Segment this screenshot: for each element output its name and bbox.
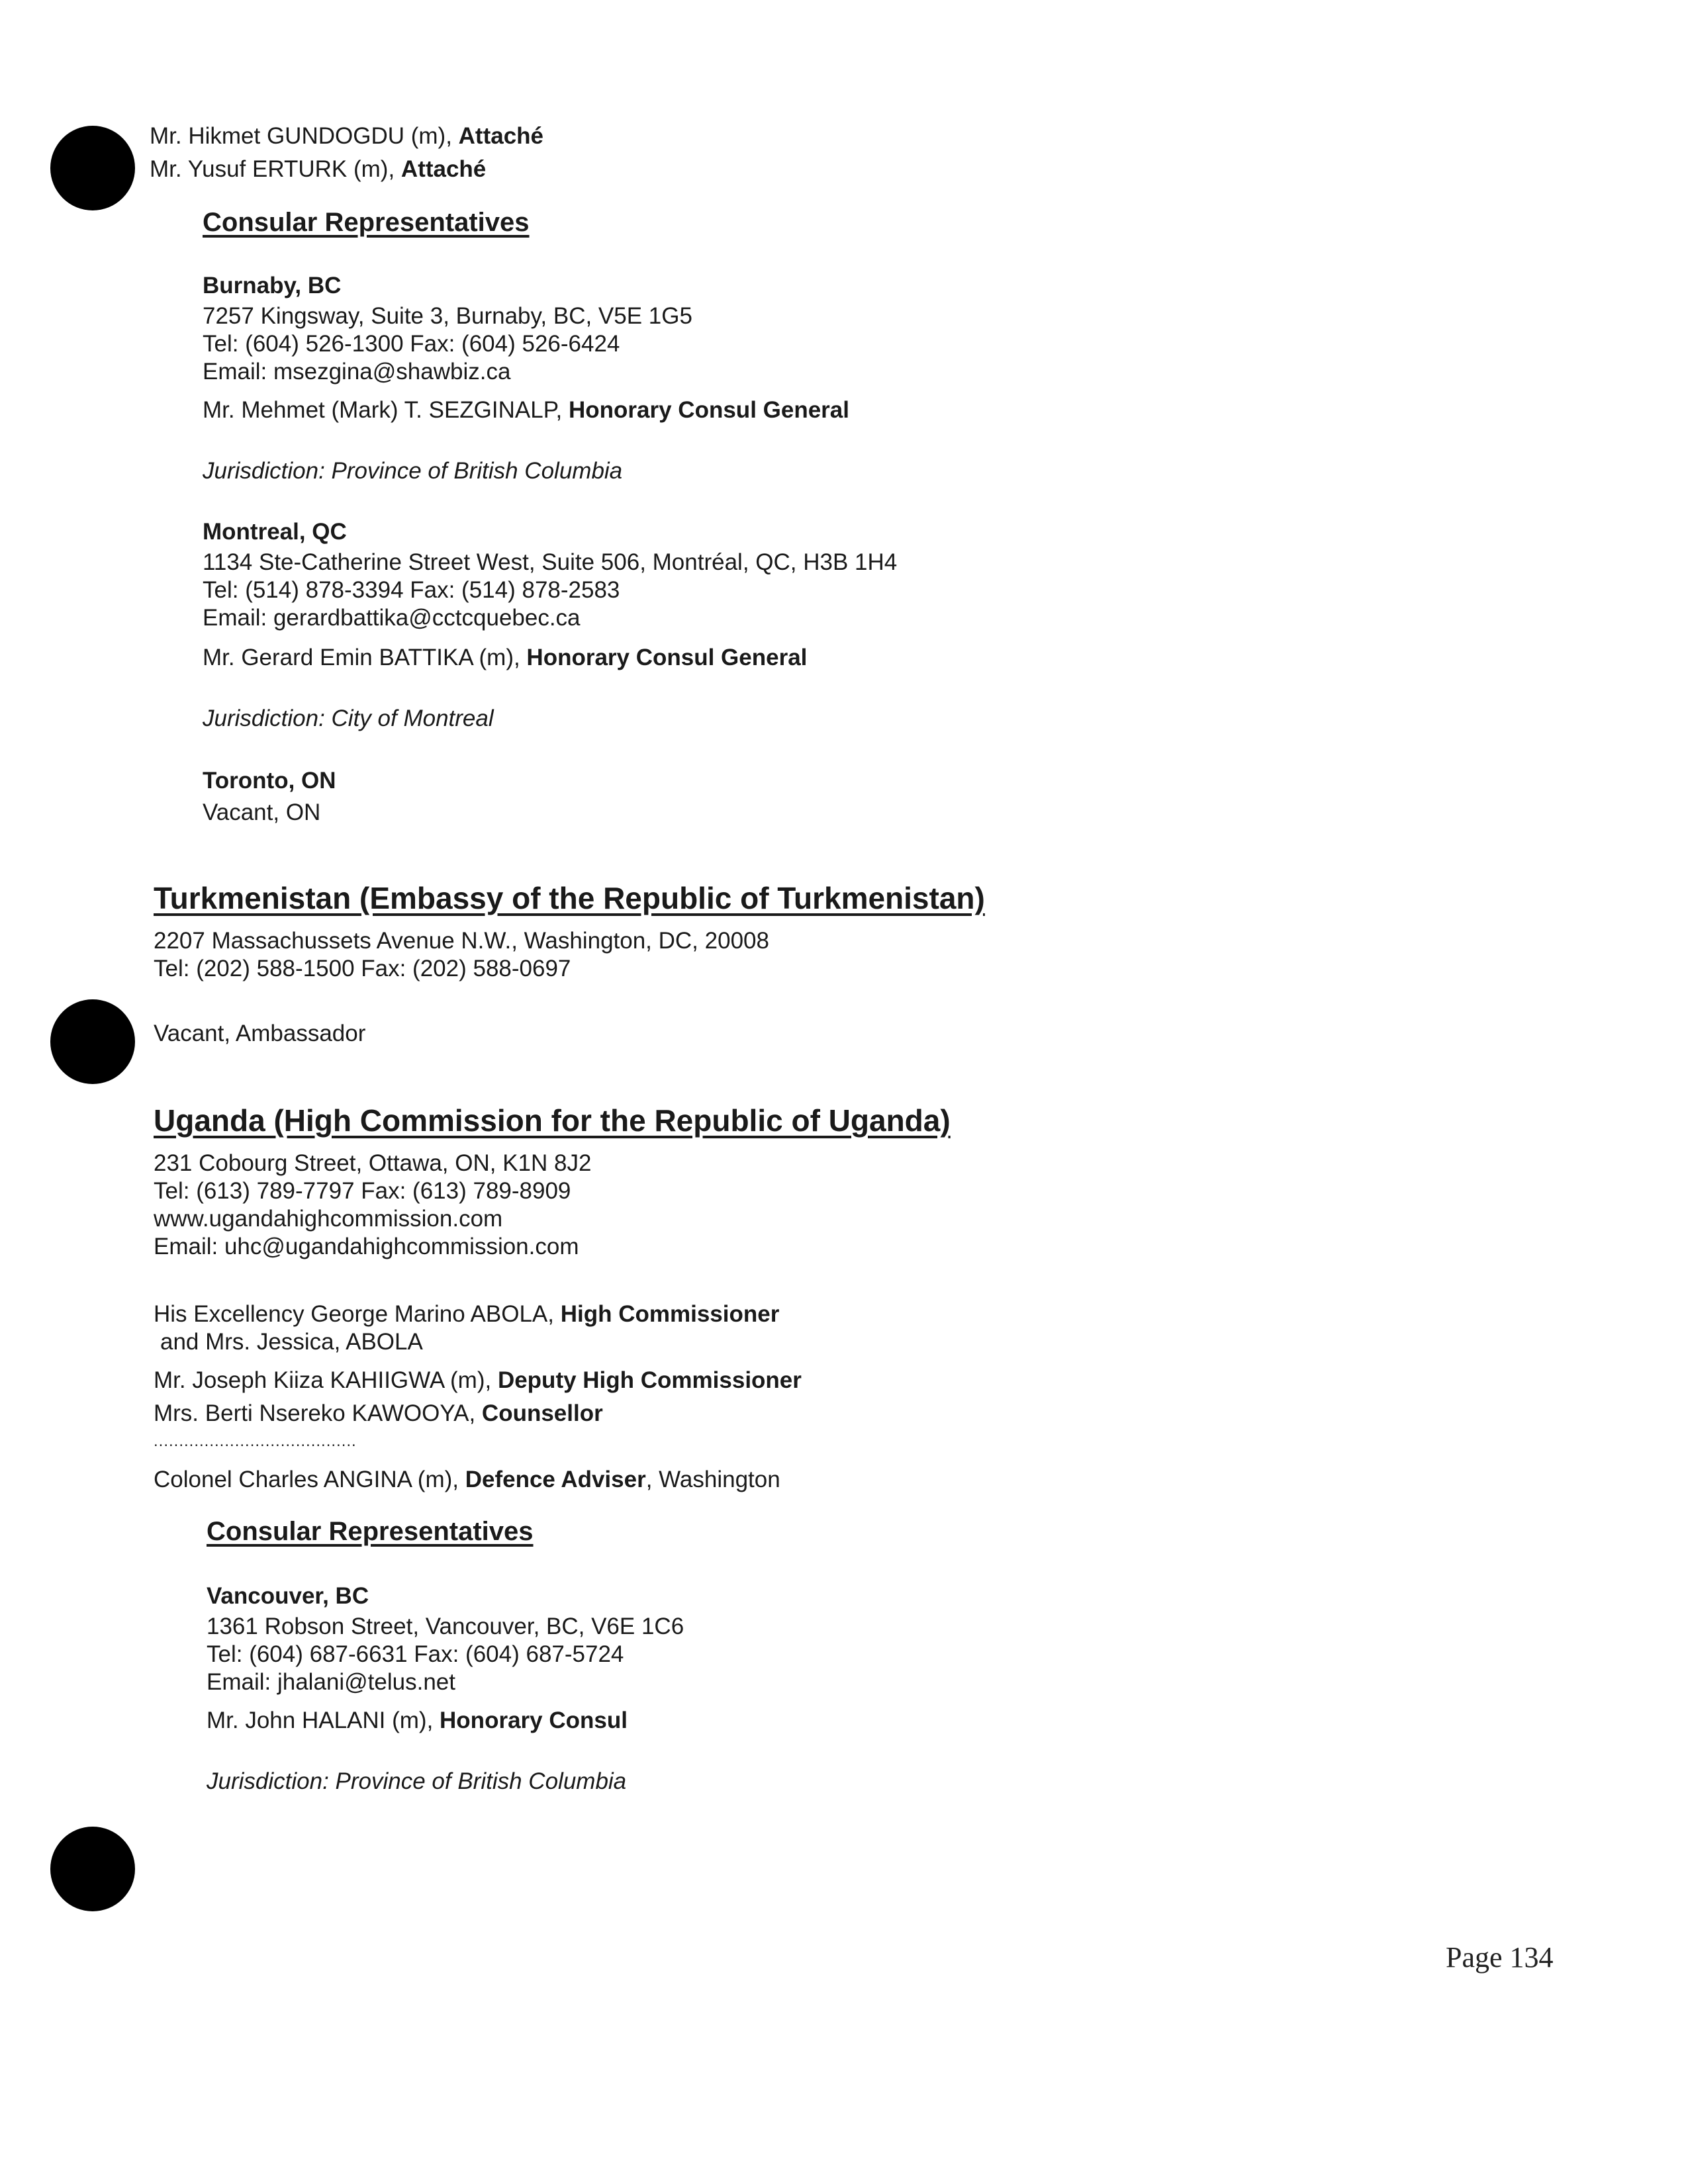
staff-title: High Commissioner (560, 1301, 780, 1327)
consulate-address: 1361 Robson Street, Vancouver, BC, V6E 1C6 (207, 1614, 684, 1639)
staff-line (154, 1300, 779, 1329)
consul-title: Honorary Consul General (569, 397, 849, 423)
staff-line (154, 1366, 802, 1395)
jurisdiction-label: Jurisdiction: (203, 458, 332, 484)
embassy-website: www.ugandahighcommission.com (154, 1206, 503, 1232)
staff-title: Attaché (400, 156, 487, 182)
consul-name: Mr. Gerard Emin BATTIKA (m), (203, 645, 527, 670)
consulate-city: Montreal, QC (203, 519, 347, 545)
consular-heading: Consular Representatives (203, 208, 530, 237)
staff-line (150, 122, 543, 151)
jurisdiction-value: City of Montreal (331, 705, 494, 731)
staff-title: Deputy High Commissioner (497, 1367, 802, 1393)
embassy-phone: Tel: (202) 588-1500 Fax: (202) 588-0697 (154, 956, 571, 981)
punch-hole-top (50, 126, 135, 210)
jurisdiction (203, 704, 494, 733)
consul-line (203, 396, 849, 425)
staff-title: Attaché (458, 123, 544, 149)
consulate-address: 7257 Kingsway, Suite 3, Burnaby, BC, V5E 1G5 (203, 303, 692, 329)
consulate-city: Toronto, ON (203, 768, 336, 794)
consul-title: Honorary Consul General (526, 645, 808, 670)
consul-name: Mr. John HALANI (m), (207, 1707, 440, 1733)
staff-line (154, 1465, 780, 1494)
embassy-phone: Tel: (613) 789-7797 Fax: (613) 789-8909 (154, 1178, 571, 1204)
consulate-city: Vancouver, BC (207, 1583, 369, 1609)
dotted-separator: ........................................ (154, 1432, 357, 1450)
staff-location: , Washington (645, 1467, 780, 1492)
staff-name: Mr. Hikmet GUNDOGDU (m), (150, 123, 459, 149)
punch-hole-bottom (50, 1827, 135, 1911)
consulate-status: Vacant, ON (203, 799, 321, 825)
embassy-email: Email: uhc@ugandahighcommission.com (154, 1234, 579, 1259)
staff-line (150, 155, 486, 184)
staff-name: Mrs. Berti Nsereko KAWOOYA, (154, 1400, 482, 1426)
jurisdiction-value: Province of British Columbia (335, 1768, 627, 1794)
consul-name: Mr. Mehmet (Mark) T. SEZGINALP, (203, 397, 569, 423)
staff-title: Defence Adviser (465, 1467, 646, 1492)
staff-name: His Excellency George Marino ABOLA, (154, 1301, 561, 1327)
consul-line (203, 643, 807, 672)
staff-name: Mr. Joseph Kiiza KAHIIGWA (m), (154, 1367, 498, 1393)
consulate-email: Email: jhalani@telus.net (207, 1669, 455, 1695)
consulate-address: 1134 Ste-Catherine Street West, Suite 506, Montréal, QC, H3B 1H4 (203, 549, 898, 575)
jurisdiction-label: Jurisdiction: (203, 705, 332, 731)
consulate-email: Email: gerardbattika@cctcquebec.ca (203, 605, 581, 631)
jurisdiction-label: Jurisdiction: (207, 1768, 336, 1794)
staff-line (154, 1399, 603, 1428)
consulate-phone: Tel: (604) 526-1300 Fax: (604) 526-6424 (203, 331, 620, 357)
embassy-address: 231 Cobourg Street, Ottawa, ON, K1N 8J2 (154, 1150, 592, 1176)
jurisdiction-value: Province of British Columbia (331, 458, 623, 484)
jurisdiction (203, 457, 622, 486)
punch-hole-middle (50, 999, 135, 1084)
staff-title: Counsellor (481, 1400, 603, 1426)
staff-name: Colonel Charles ANGINA (m), (154, 1467, 465, 1492)
consul-title: Honorary Consul (440, 1707, 628, 1733)
staff-name: Mr. Yusuf ERTURK (m), (150, 156, 401, 182)
consulate-phone: Tel: (604) 687-6631 Fax: (604) 687-5724 (207, 1641, 624, 1667)
embassy-address: 2207 Massachussets Avenue N.W., Washington, DC, 20008 (154, 928, 769, 954)
ambassador: Vacant, Ambassador (154, 1021, 366, 1046)
page-number: Page 134 (1446, 1941, 1554, 1974)
jurisdiction (207, 1767, 626, 1796)
consulate-email: Email: msezgina@shawbiz.ca (203, 359, 511, 385)
consular-heading: Consular Representatives (207, 1517, 534, 1546)
country-heading: Uganda (High Commission for the Republic of Uganda) (154, 1103, 951, 1138)
consulate-city: Burnaby, BC (203, 273, 342, 298)
staff-spouse: and Mrs. Jessica, ABOLA (160, 1329, 423, 1355)
country-heading: Turkmenistan (Embassy of the Republic of Turkmenistan) (154, 881, 985, 915)
consul-line (207, 1706, 628, 1735)
consulate-phone: Tel: (514) 878-3394 Fax: (514) 878-2583 (203, 577, 620, 603)
